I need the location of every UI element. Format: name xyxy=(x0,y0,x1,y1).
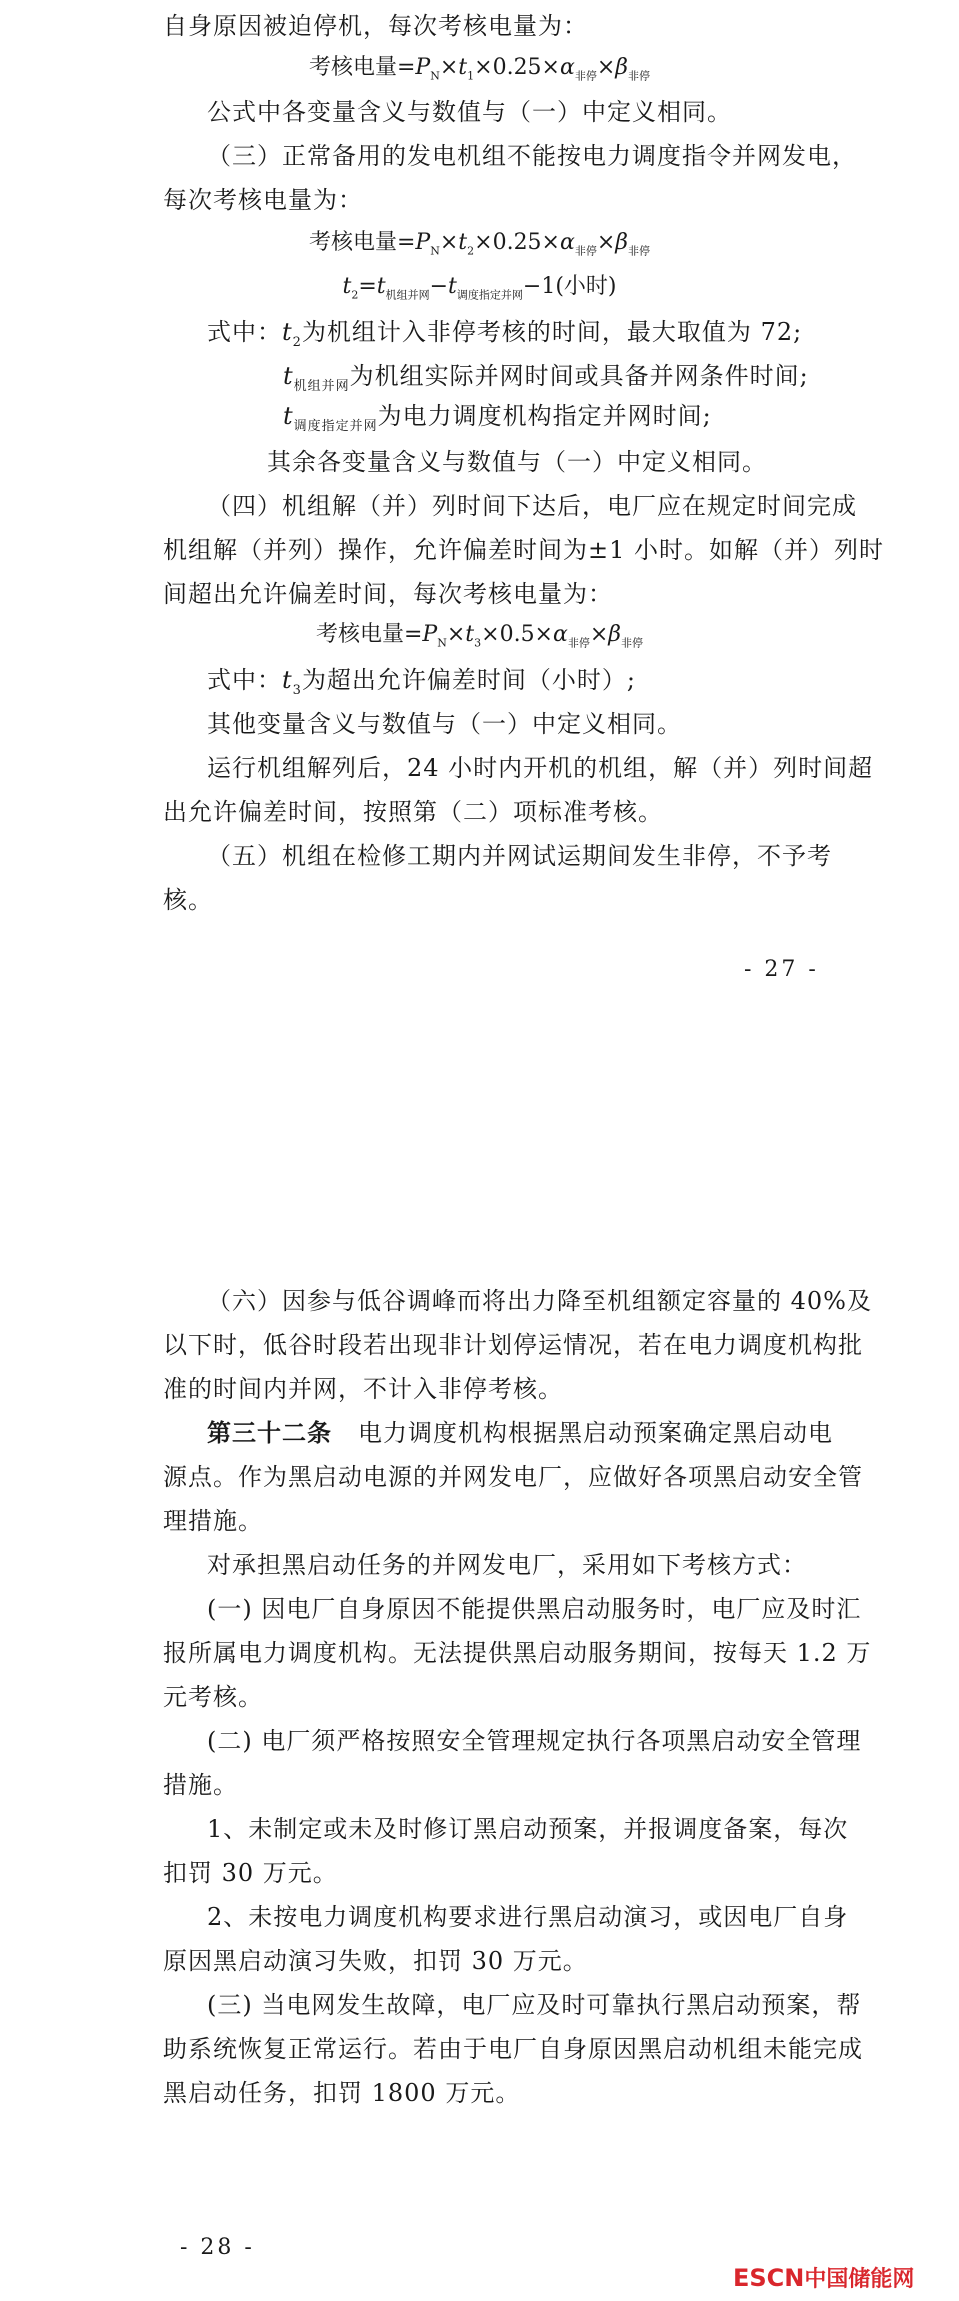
paragraph-line: 2、未按电力调度机构要求进行黑启动演习，或因电厂自身 xyxy=(207,1903,849,1931)
page-number: - 28 - xyxy=(180,2235,255,2260)
paragraph-line: 理措施。 xyxy=(163,1507,263,1535)
paragraph-line: 间超出允许偏差时间，每次考核电量为： xyxy=(163,580,613,608)
paragraph-line: 1、未制定或未及时修订黑启动预案，并报调度备案，每次 xyxy=(207,1815,849,1843)
logo-brand: ESCN xyxy=(733,2264,805,2292)
paragraph-line: 以下时，低谷时段若出现非计划停运情况，若在电力调度机构批 xyxy=(163,1331,863,1359)
paragraph-line: 自身原因被迫停机，每次考核电量为： xyxy=(163,12,588,40)
paragraph-line: 公式中各变量含义与数值与（一）中定义相同。 xyxy=(207,98,732,126)
paragraph-line: 每次考核电量为： xyxy=(163,186,363,214)
article-heading-line: 第三十二条 电力调度机构根据黑启动预案确定黑启动电 xyxy=(207,1418,833,1447)
paragraph-line: 其他变量含义与数值与（一）中定义相同。 xyxy=(207,710,682,738)
escn-logo xyxy=(733,2263,914,2293)
paragraph-line: 报所属电力调度机构。无法提供黑启动服务期间，按每天 1.2 万 xyxy=(163,1639,872,1667)
paragraph-line: 出允许偏差时间，按照第（二）项标准考核。 xyxy=(163,798,663,826)
paragraph-line: 核。 xyxy=(163,886,213,914)
paragraph-line: 源点。作为黑启动电源的并网发电厂，应做好各项黑启动安全管 xyxy=(163,1463,863,1491)
paragraph-line: (二) 电厂须严格按照安全管理规定执行各项黑启动安全管理 xyxy=(207,1727,862,1755)
formula-4: 考核电量$=P_N\times t_3\times 0.5\times\alpha_{非停}\times\beta_{非停}$ xyxy=(315,622,644,650)
paragraph-line: （六）因参与低谷调峰而将出力降至机组额定容量的 40%及 xyxy=(207,1287,872,1315)
paragraph-line: （三）正常备用的发电机组不能按电力调度指令并网发电， xyxy=(207,142,857,170)
page-number: - 27 - xyxy=(744,957,819,982)
formula-3: $t_2=t_{机组并网}-t_{调度指定并网}-1$(小时) xyxy=(342,274,617,302)
paragraph-line: 元考核。 xyxy=(163,1683,263,1711)
definition-line: $t_{调度指定并网}$为电力调度机构指定并网时间; xyxy=(283,402,712,434)
paragraph-line: (三) 当电网发生故障，电厂应及时可靠执行黑启动预案，帮 xyxy=(207,1991,862,2019)
paragraph-line: 机组解（并列）操作，允许偏差时间为±1 小时。如解（并）列时 xyxy=(163,536,885,564)
paragraph-line: 措施。 xyxy=(163,1771,238,1799)
paragraph-line: 对承担黑启动任务的并网发电厂，采用如下考核方式： xyxy=(207,1551,807,1579)
paragraph-line: 其余各变量含义与数值与（一）中定义相同。 xyxy=(267,448,767,476)
formula-2: 考核电量$=P_N\times t_2\times 0.25\times\alpha_{非停}\times\beta_{非停}$ xyxy=(308,230,651,258)
paragraph-line: （四）机组解（并）列时间下达后，电厂应在规定时间完成 xyxy=(207,492,857,520)
paragraph-line: (一) 因电厂自身原因不能提供黑启动服务时，电厂应及时汇 xyxy=(207,1595,862,1623)
definition-line: 式中：$t_3$为超出允许偏差时间（小时）; xyxy=(207,666,637,698)
paragraph-line: 扣罚 30 万元。 xyxy=(163,1859,338,1887)
paragraph-line: 原因黑启动演习失败，扣罚 30 万元。 xyxy=(163,1947,588,1975)
logo-name: 中国储能网 xyxy=(804,2267,915,2292)
paragraph-line: 助系统恢复正常运行。若由于电厂自身原因黑启动机组未能完成 xyxy=(163,2035,863,2063)
paragraph-line: 黑启动任务，扣罚 1800 万元。 xyxy=(163,2079,521,2107)
article-title: 第三十二条 xyxy=(207,1418,332,1447)
definition-line: 式中：$t_2$为机组计入非停考核的时间，最大取值为 72; xyxy=(207,318,803,350)
definition-line: $t_{机组并网}$为机组实际并网时间或具备并网条件时间; xyxy=(283,362,809,394)
paragraph-line: 准的时间内并网，不计入非停考核。 xyxy=(163,1375,563,1403)
paragraph-line: （五）机组在检修工期内并网试运期间发生非停，不予考 xyxy=(207,842,832,870)
paragraph-line: 运行机组解列后，24 小时内开机的机组，解（并）列时间超 xyxy=(207,754,874,782)
formula-1: 考核电量$=P_N\times t_1\times 0.25\times\alpha_{非停}\times\beta_{非停}$ xyxy=(308,55,651,83)
